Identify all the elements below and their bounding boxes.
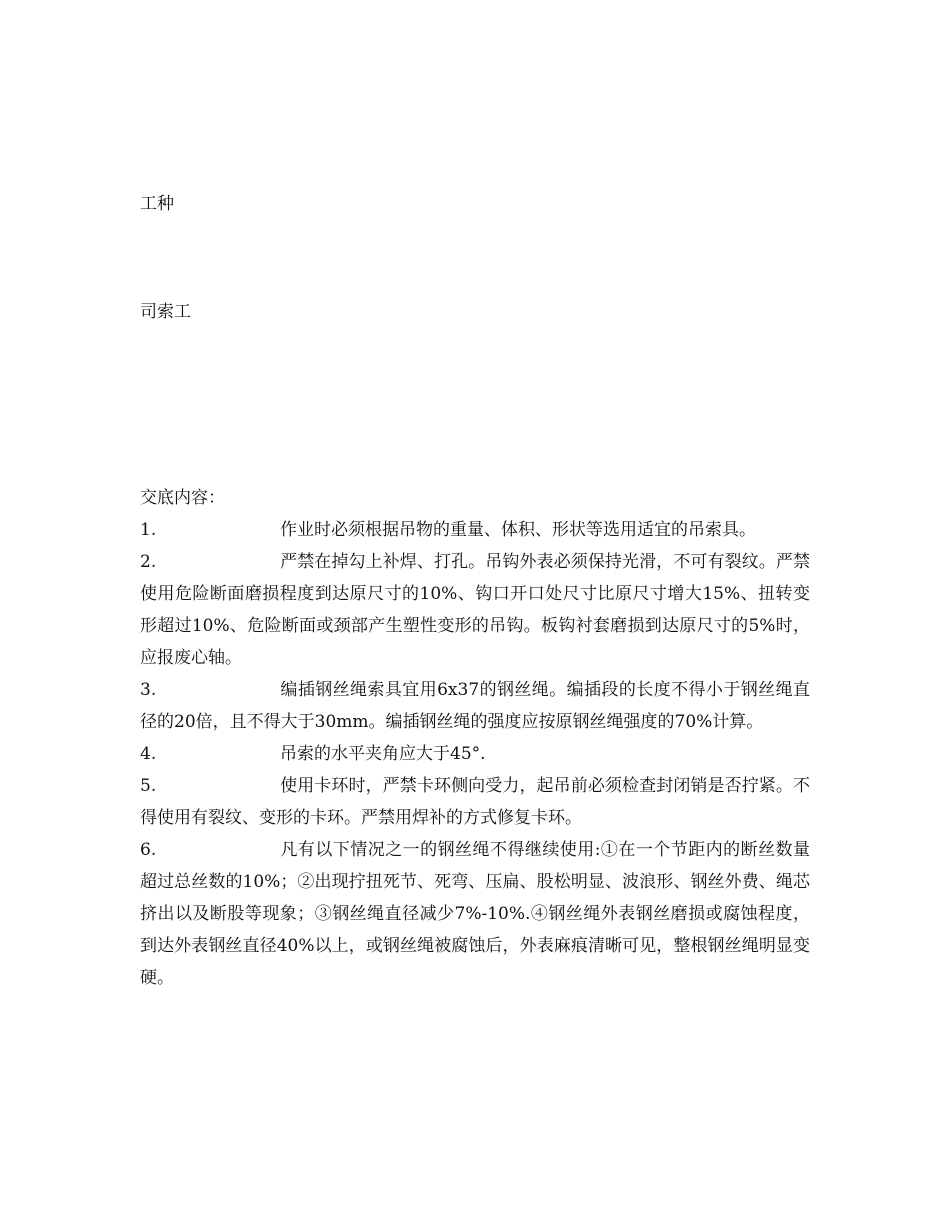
item-number: 5.: [140, 776, 157, 796]
list-item: [140, 674, 810, 738]
field-label-work-type: 工种: [140, 194, 174, 214]
item-text: 严禁在掉勾上补焊、打孔。吊钩外表必须保持光滑，不可有裂纹。严禁使用危险断面磨损程度到达原尺寸的10%、钩口开口处尺寸比原尺寸增大15%、扭转变形超过10%、危险断面或颈部产生塑性变形的吊钩。板钩衬套磨损到达原尺寸的5%时，应报废心轴。: [140, 552, 810, 668]
list-item: [140, 770, 810, 834]
item-text: 使用卡环时，严禁卡环侧向受力，起吊前必须检查封闭销是否拧紧。不得使用有裂纹、变形的卡环。严禁用焊补的方式修复卡环。: [140, 776, 810, 828]
item-text: 编插钢丝绳索具宜用6x37的钢丝绳。编插段的长度不得小于钢丝绳直径的20倍，且不得大于30mm。编插钢丝绳的强度应按原钢丝绳强度的70%计算。: [140, 680, 810, 732]
list-item: [140, 834, 810, 994]
item-number: 1.: [140, 520, 157, 540]
item-number: 2.: [140, 552, 157, 572]
item-number: 3.: [140, 680, 157, 700]
item-text: 吊索的水平夹角应大于45°.: [280, 744, 486, 764]
briefing-list: [140, 514, 810, 994]
list-item: [140, 514, 810, 546]
item-text: 作业时必须根据吊物的重量、体积、形状等选用适宜的吊索具。: [280, 520, 756, 540]
field-value-work-type: 司索工: [140, 302, 191, 322]
list-item: [140, 546, 810, 674]
item-number: 4.: [140, 744, 157, 764]
item-text: 凡有以下情况之一的钢丝绳不得继续使用:①在一个节距内的断丝数量超过总丝数的10%；②出现拧扭死节、死弯、压扁、股松明显、波浪形、钢丝外费、绳芯挤出以及断股等现象；③钢丝绳直径减少7%-10%.④钢丝绳外表钢丝磨损或腐蚀程度，到达外表钢丝直径40%以上，或钢丝绳被腐蚀后，外表麻痕清晰可见，整根钢丝绳明显变硬。: [140, 840, 810, 988]
item-number: 6.: [140, 840, 157, 860]
content-heading: 交底内容：: [140, 488, 225, 508]
list-item: [140, 738, 810, 770]
briefing-content: [140, 482, 810, 994]
